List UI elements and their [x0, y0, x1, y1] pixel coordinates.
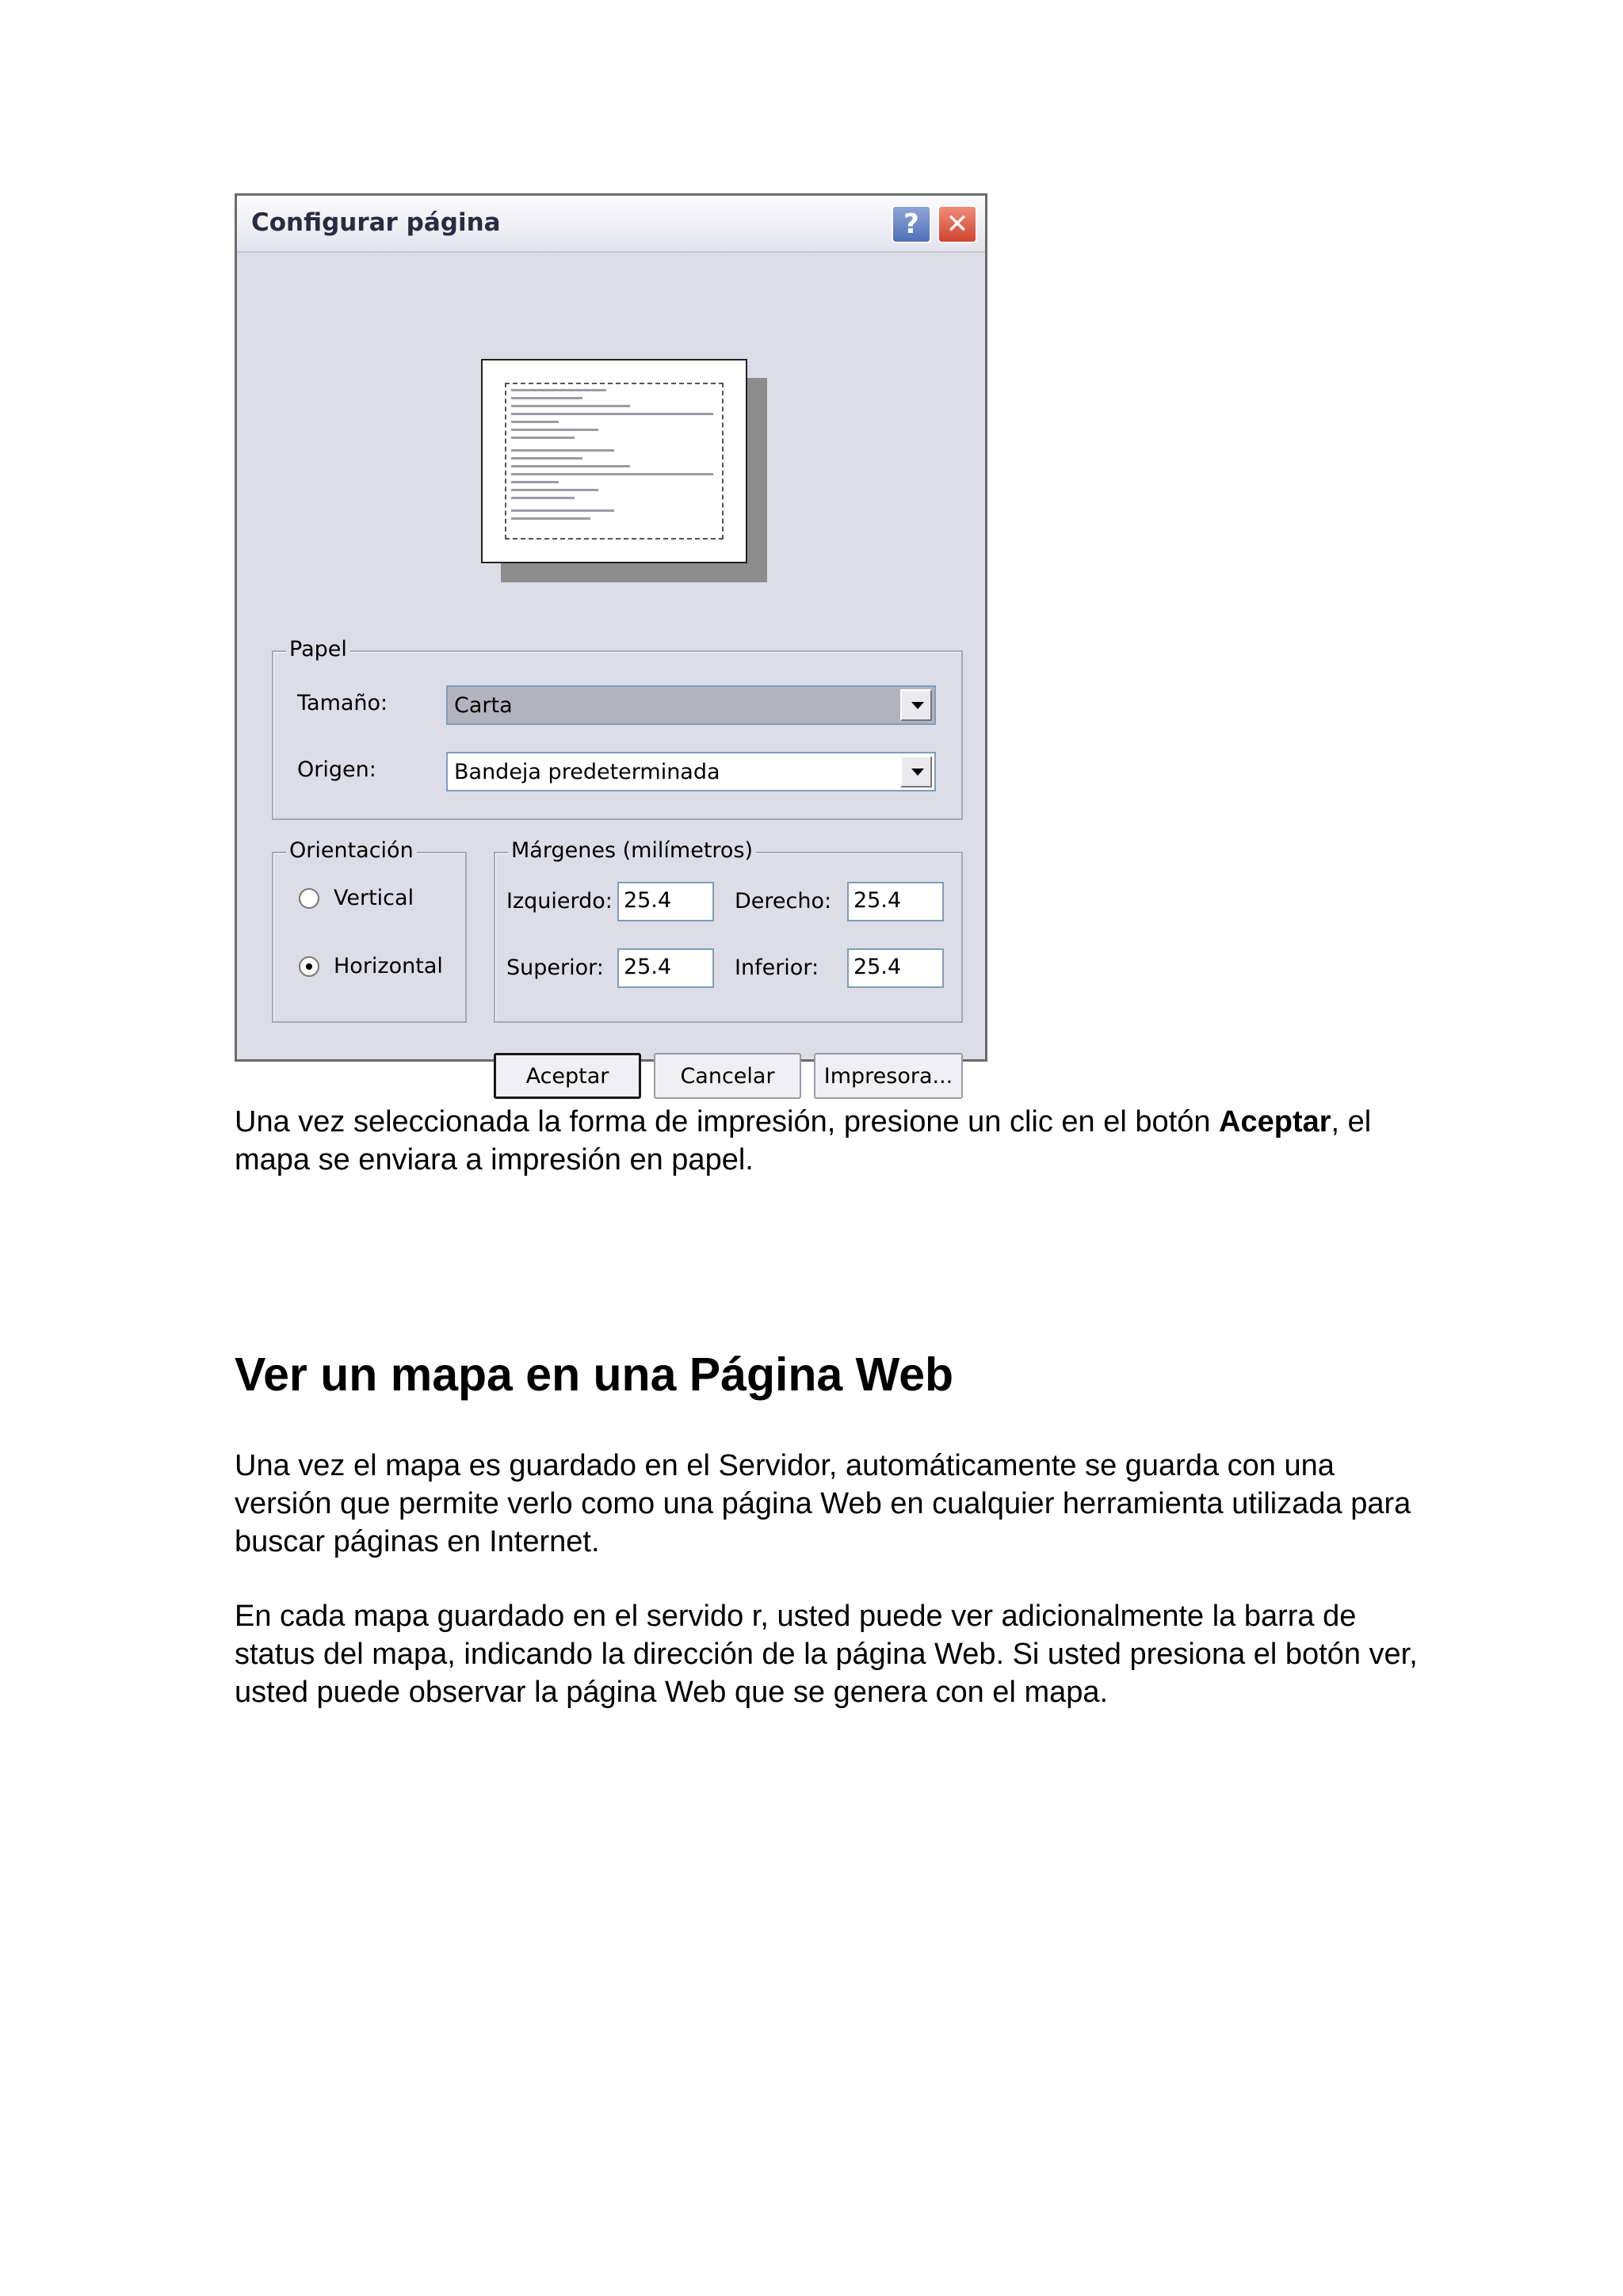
cancel-button[interactable]: Cancelar: [654, 1053, 801, 1099]
margin-right-input[interactable]: 25.4: [847, 882, 944, 921]
paragraph-bold-term: Aceptar: [1219, 1105, 1331, 1138]
paragraph-text: Una vez seleccionada la forma de impresión, presione un clic en el botón: [235, 1105, 1220, 1138]
margin-top-label: Superior:: [506, 955, 604, 980]
page-setup-dialog: [235, 193, 987, 1089]
close-icon[interactable]: ✕: [938, 205, 977, 243]
margins-legend: Márgenes (milímetros): [508, 837, 756, 864]
dialog-title: Configurar página: [251, 208, 501, 237]
printer-button[interactable]: Impresora...: [814, 1053, 963, 1099]
page-preview-margins: [505, 383, 724, 540]
paragraph-print-instructions: [235, 1103, 1423, 1179]
paper-size-value: Carta: [454, 693, 513, 718]
orientation-group: [272, 838, 467, 1023]
dialog-titlebar[interactable]: [237, 196, 985, 253]
accept-button[interactable]: Aceptar: [494, 1053, 641, 1099]
paper-legend: Papel: [286, 636, 350, 663]
margin-bottom-label: Inferior:: [735, 955, 819, 980]
margins-group: [494, 838, 963, 1023]
paper-source-select[interactable]: [446, 752, 936, 791]
paper-size-select[interactable]: [446, 685, 936, 725]
section-heading: Ver un mapa en una Página Web: [235, 1348, 954, 1401]
paragraph-status-bar: En cada mapa guardado en el servido r, usted puede ver adicionalmente la barra de status del mapa, indicando la dirección de la página Web. Si usted presiona el botón ver, usted puede observar la página Web que se genera con el mapa.: [235, 1600, 1418, 1709]
dialog-body: [242, 256, 980, 1089]
paragraph-web-version: Una vez el mapa es guardado en el Servidor, automáticamente se guarda con una versión que permite verlo como una página Web en cualquier herramienta utilizada para buscar páginas en Internet.: [235, 1449, 1411, 1558]
paper-group: [272, 637, 963, 820]
size-label: Tamaño:: [297, 691, 388, 715]
chevron-down-icon[interactable]: [900, 756, 932, 788]
paper-source-value: Bandeja predeterminada: [454, 760, 720, 784]
radio-horizontal[interactable]: [299, 956, 319, 977]
source-label: Origen:: [297, 757, 376, 782]
orientation-legend: Orientación: [286, 837, 417, 864]
radio-horizontal-label[interactable]: Horizontal: [334, 954, 443, 978]
paragraph-text-rest: , el mapa se enviara a impresión en papel.: [235, 1105, 1372, 1177]
page-preview: [481, 359, 747, 563]
margin-left-input[interactable]: 25.4: [617, 882, 714, 921]
radio-vertical-label[interactable]: Vertical: [334, 886, 414, 910]
margin-top-input[interactable]: 25.4: [617, 948, 714, 988]
help-icon[interactable]: ?: [892, 205, 931, 243]
radio-vertical[interactable]: [299, 888, 319, 909]
margin-left-label: Izquierdo:: [506, 889, 613, 913]
margin-right-label: Derecho:: [735, 889, 832, 913]
margin-bottom-input[interactable]: 25.4: [847, 948, 944, 988]
chevron-down-icon[interactable]: [900, 689, 932, 721]
